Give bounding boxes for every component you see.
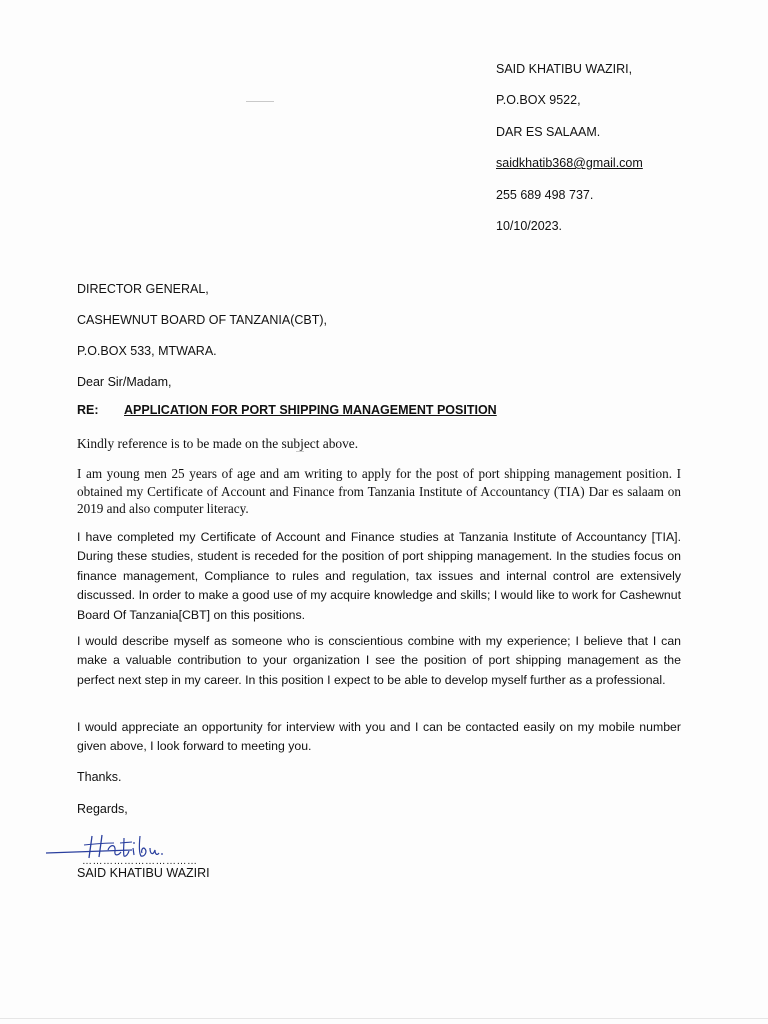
recipient-organization: CASHEWNUT BOARD OF TANZANIA(CBT), (77, 313, 328, 327)
letter-date: 10/10/2023. (496, 219, 563, 233)
scan-artifact (246, 101, 274, 102)
scan-artifact (296, 451, 304, 452)
salutation: Dear Sir/Madam, (77, 375, 172, 389)
sender-city: DAR ES SALAAM. (496, 125, 601, 139)
subject-label: RE: (77, 403, 99, 417)
body-paragraph-5: I would appreciate an opportunity for interview with you and I can be contacted easily on my mobile number given above, I look forward to meeting you. (77, 720, 681, 754)
sender-email: saidkhatib368@gmail.com (496, 156, 643, 170)
signature-drawing (44, 826, 214, 866)
sender-name: SAID KHATIBU WAZIRI, (496, 62, 633, 76)
signature-dotted-line: …………………………… (82, 856, 198, 866)
signature (44, 826, 214, 866)
page-edge (0, 1018, 768, 1019)
closing-regards: Regards, (77, 802, 128, 816)
signatory-name: SAID KHATIBU WAZIRI (77, 866, 210, 880)
closing-thanks: Thanks. (77, 770, 122, 784)
subject-title: APPLICATION FOR PORT SHIPPING MANAGEMENT POSITION (124, 403, 497, 417)
body-paragraph-4: I would describe myself as someone who is conscientious combine with my experience; I believe that I can make a valuable contribution to your organization I see the position of port shipping management as the perfect next step in my career. In this position I expect to be able to develop myself further as a professional. (77, 634, 681, 687)
sender-phone: 255 689 498 737. (496, 188, 594, 202)
body-paragraph-2: I am young men 25 years of age and am writing to apply for the post of port shipping management position. I obtained my Certificate of Account and Finance from Tanzania Institute of Accountancy (TIA) Dar es salaam on 2019 and also computer literacy. (77, 466, 681, 516)
sender-po-box: P.O.BOX 9522, (496, 93, 581, 107)
body-paragraph-3: I have completed my Certificate of Account and Finance studies at Tanzania Institute of Accountancy [TIA]. During these studies, student is receded for the position of port shipping management. In the studies focus on finance management, Compliance to rules and regulation, tax issues and internal control are extensively discussed. In order to make a good use of my acquire knowledge and skills; I would like to work for Cashewnut Board Of Tanzania[CBT] on this positions. (77, 530, 681, 622)
body-paragraph-1: Kindly reference is to be made on the subject above. (77, 436, 359, 451)
recipient-address: P.O.BOX 533, MTWARA. (77, 344, 217, 358)
recipient-title: DIRECTOR GENERAL, (77, 282, 209, 296)
